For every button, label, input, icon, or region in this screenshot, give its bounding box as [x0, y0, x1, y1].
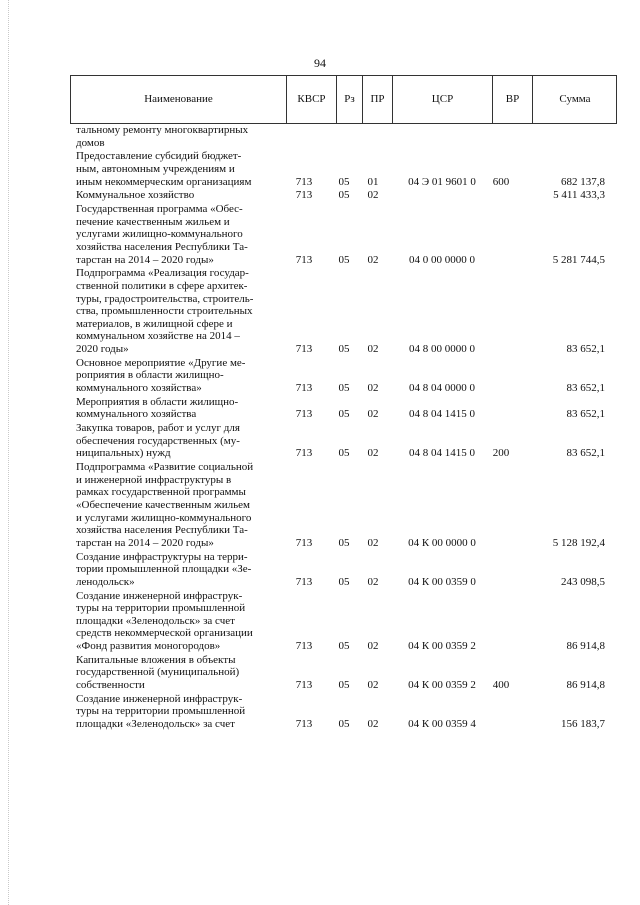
row-name-line: туры, градостроительства, строитель- — [76, 292, 254, 305]
row-sum: 83 652,1 — [566, 342, 605, 355]
row-pr: 02 — [367, 575, 379, 588]
row-name-line: 2020 годы» — [76, 342, 129, 355]
row-name — [76, 203, 279, 266]
column-header-kvsr: КВСР — [286, 76, 336, 123]
row-pr: 02 — [367, 408, 379, 421]
row-name — [76, 654, 279, 692]
row-pr: 02 — [367, 639, 379, 652]
table-row — [0, 461, 640, 549]
row-sum: 156 183,7 — [561, 717, 605, 730]
table-row — [0, 551, 640, 589]
table-row — [0, 590, 640, 653]
row-name-line: рамках государственной программы — [76, 486, 246, 499]
row-name-line: коммунального хозяйства — [76, 408, 197, 421]
row-csr: 04 8 04 0000 0 — [409, 381, 475, 394]
row-csr: 04 К 00 0359 2 — [408, 639, 476, 652]
row-name-line: Основное мероприятие «Другие ме- — [76, 356, 246, 369]
row-name-line: Создание инженерной инфраструк- — [76, 692, 243, 705]
row-sum: 5 128 192,4 — [552, 536, 605, 549]
row-name-line: материалов, в жилищной сфере и — [76, 317, 233, 330]
table-row — [0, 422, 640, 460]
table-row — [0, 189, 640, 202]
row-kvsr: 713 — [295, 447, 313, 460]
row-kvsr: 713 — [295, 408, 313, 421]
row-vr: 200 — [492, 447, 510, 460]
row-name-line: площадки «Зеленодольск» за счет — [76, 614, 235, 627]
row-kvsr: 713 — [295, 253, 313, 266]
row-name-line: коммунальном хозяйстве на 2014 – — [76, 330, 240, 343]
row-name-line: Государственная программа «Обес- — [76, 203, 243, 216]
column-header-vr: ВР — [492, 76, 532, 123]
row-name-line: и услугами жилищно-коммунального — [76, 511, 252, 524]
row-name-line: тальному ремонту многоквартирных — [76, 124, 249, 136]
row-name-line: Создание инженерной инфраструк- — [76, 589, 243, 602]
row-pr: 01 — [367, 175, 379, 188]
row-name-line: «Фонд развития моногородов» — [76, 639, 221, 652]
row-name-line: Капитальные вложения в объекты — [76, 653, 236, 666]
row-kvsr: 713 — [295, 381, 313, 394]
row-kvsr: 713 — [295, 575, 313, 588]
row-vr: 600 — [492, 175, 510, 188]
table-row — [0, 124, 640, 149]
row-name-line: печение качественным жильем и — [76, 215, 230, 228]
row-sum: 5 411 433,3 — [553, 189, 605, 202]
row-name-line: хозяйства населения Республики Та- — [76, 240, 248, 253]
row-name-line: Закупка товаров, работ и услуг для — [76, 422, 240, 435]
row-name — [76, 693, 279, 731]
row-name — [76, 461, 279, 549]
row-name-line: Создание инфраструктуры на терри- — [76, 550, 248, 563]
row-csr: 04 8 00 0000 0 — [409, 342, 475, 355]
row-csr: 04 К 00 0359 0 — [408, 575, 476, 588]
table-row — [0, 203, 640, 266]
row-kvsr: 713 — [295, 717, 313, 730]
row-rz: 05 — [338, 381, 350, 394]
row-sum: 5 281 744,5 — [552, 253, 605, 266]
row-kvsr: 713 — [295, 189, 313, 202]
row-name-line: тарстан на 2014 – 2020 годы» — [76, 253, 214, 266]
row-pr: 02 — [367, 678, 379, 691]
row-name-line: услугами жилищно-коммунального — [76, 228, 243, 241]
row-csr: 04 0 00 0000 0 — [409, 253, 475, 266]
row-csr: 04 8 04 1415 0 — [409, 408, 475, 421]
row-pr: 02 — [367, 381, 379, 394]
row-name-line: Коммунальное хозяйство — [76, 189, 195, 202]
row-name-line: хозяйства населения Республики Та- — [76, 524, 248, 537]
table-row — [0, 357, 640, 395]
row-kvsr: 713 — [295, 342, 313, 355]
row-sum: 83 652,1 — [566, 408, 605, 421]
row-name-line: ственной политики в сфере архитек- — [76, 279, 248, 292]
row-sum: 86 914,8 — [566, 678, 605, 691]
row-name-line: и инженерной инфраструктуры в — [76, 473, 232, 486]
row-name-line: туры на территории промышленной — [76, 602, 246, 615]
row-name-line: роприятия в области жилищно- — [76, 369, 224, 382]
column-header-name: Наименование — [144, 93, 213, 105]
row-pr: 02 — [367, 717, 379, 730]
table-row — [0, 654, 640, 692]
row-csr: 04 К 00 0359 4 — [408, 717, 476, 730]
row-name — [76, 189, 279, 202]
table-row — [0, 267, 640, 355]
row-rz: 05 — [338, 536, 350, 549]
row-pr: 02 — [367, 189, 379, 202]
row-name-line: коммунального хозяйства» — [76, 381, 202, 394]
row-name-line: Подпрограмма «Развитие социальной — [76, 461, 254, 474]
row-rz: 05 — [338, 175, 350, 188]
row-name-line: «Обеспечение качественным жильем — [76, 498, 250, 511]
table-row — [0, 396, 640, 421]
row-name-line: ства, промышленности строительных — [76, 305, 253, 318]
column-header-rz: Рз — [336, 76, 362, 123]
row-pr: 02 — [367, 447, 379, 460]
row-name-line: иным некоммерческим организациям — [76, 175, 252, 188]
row-name-line: туры на территории промышленной — [76, 705, 246, 718]
row-sum: 83 652,1 — [566, 447, 605, 460]
row-name-line: обеспечения государственных (му- — [76, 434, 240, 447]
row-name-line: собственности — [76, 678, 145, 691]
row-rz: 05 — [338, 342, 350, 355]
table-header — [70, 75, 617, 124]
row-name — [76, 422, 279, 460]
row-vr: 400 — [492, 678, 510, 691]
row-csr: 04 К 00 0359 2 — [408, 678, 476, 691]
row-sum: 682 137,8 — [561, 175, 605, 188]
row-name-line: государственной (муниципальной) — [76, 666, 240, 679]
row-name-line: ленодольск» — [76, 575, 135, 588]
row-name — [76, 396, 279, 421]
row-kvsr: 713 — [295, 639, 313, 652]
row-rz: 05 — [338, 717, 350, 730]
row-name-line: Предоставление субсидий бюджет- — [76, 150, 242, 163]
row-sum: 86 914,8 — [566, 639, 605, 652]
row-name-line: Мероприятия в области жилищно- — [76, 395, 239, 408]
column-header-csr: ЦСР — [392, 76, 492, 123]
row-rz: 05 — [338, 189, 350, 202]
row-pr: 02 — [367, 342, 379, 355]
row-kvsr: 713 — [295, 175, 313, 188]
row-pr: 02 — [367, 253, 379, 266]
row-name — [76, 150, 279, 188]
row-name — [76, 357, 279, 395]
row-rz: 05 — [338, 408, 350, 421]
row-name-line: ным, автономным учреждениям и — [76, 162, 235, 175]
row-name-line: домов — [76, 136, 105, 149]
table-row — [0, 150, 640, 188]
row-name-line: ниципальных) нужд — [76, 447, 171, 460]
table-row — [0, 693, 640, 731]
row-rz: 05 — [338, 575, 350, 588]
row-kvsr: 713 — [295, 536, 313, 549]
row-sum: 83 652,1 — [566, 381, 605, 394]
row-name-line: тории промышленной площадки «Зе- — [76, 563, 252, 576]
row-csr: 04 8 04 1415 0 — [409, 447, 475, 460]
row-name-line: тарстан на 2014 – 2020 годы» — [76, 536, 214, 549]
row-kvsr: 713 — [295, 678, 313, 691]
row-name — [76, 590, 279, 653]
row-name — [76, 267, 279, 355]
row-name — [76, 124, 279, 149]
row-csr: 04 Э 01 9601 0 — [408, 175, 476, 188]
row-name — [76, 551, 279, 589]
row-rz: 05 — [338, 639, 350, 652]
column-header-pr: ПР — [362, 76, 392, 123]
column-header-sum: Сумма — [532, 76, 617, 123]
row-rz: 05 — [338, 678, 350, 691]
row-name-line: средств некоммерческой организации — [76, 627, 253, 640]
row-csr: 04 К 00 0000 0 — [408, 536, 476, 549]
row-name-line: площадки «Зеленодольск» за счет — [76, 717, 235, 730]
page-number: 94 — [314, 56, 326, 70]
row-name-line: Подпрограмма «Реализация государ- — [76, 267, 249, 280]
row-pr: 02 — [367, 536, 379, 549]
row-sum: 243 098,5 — [561, 575, 605, 588]
row-rz: 05 — [338, 253, 350, 266]
row-rz: 05 — [338, 447, 350, 460]
